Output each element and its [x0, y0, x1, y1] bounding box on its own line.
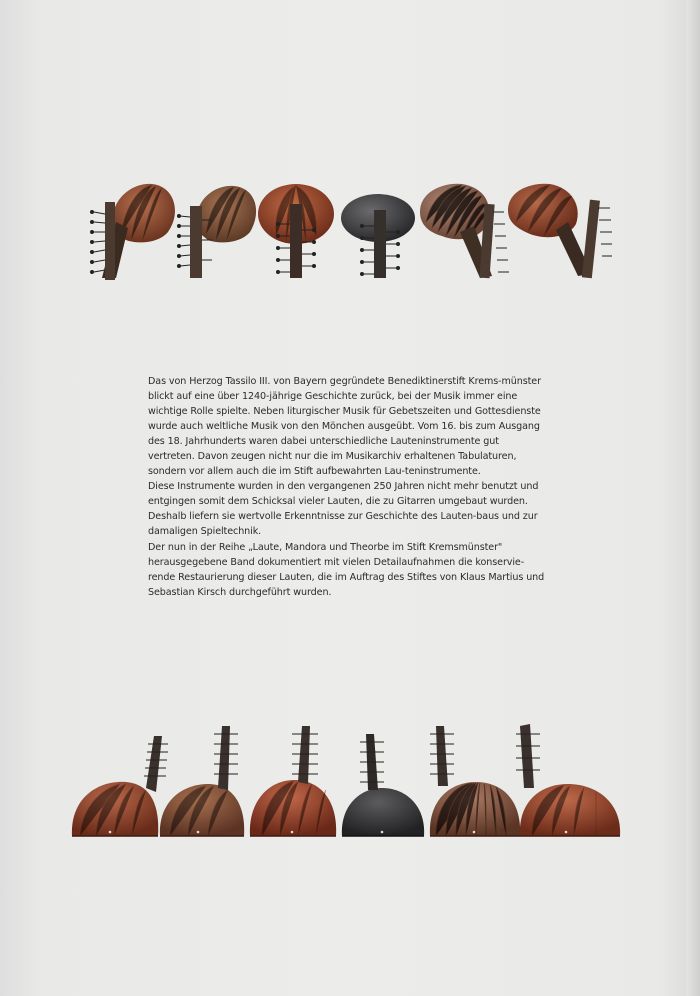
lute-photo-row-top [0, 178, 700, 283]
blurb-text [148, 374, 546, 600]
lute-image [248, 724, 342, 842]
lute-photo-row-bottom [0, 720, 700, 850]
lute-image [416, 182, 512, 280]
lute-image [86, 182, 178, 280]
paragraph: Diese Instrumente wurden in den vergangenen 250 Jahren nicht mehr benutzt und entgingen somit dem Schicksal vieler Lauten, die zu Gitarren umgebaut wurden. Deshalb liefern sie wertvolle Erkenntnisse zur Geschichte des Lauten-baus und zur damaligen Spieltechnik. [148, 481, 539, 538]
lute-image [176, 184, 260, 280]
lute-image [516, 722, 624, 842]
lute-image [428, 724, 524, 842]
lute-image [340, 732, 430, 842]
lute-image [256, 184, 338, 280]
lute-image [340, 194, 420, 280]
paragraph: Der nun in der Reihe „Laute, Mandora und Theorbe im Stift Kremsmünster" herausgegebene Band dokumentiert mit vielen Detailaufnahmen die konservie-rende Restaurierung dieser Lauten, die im Auftrag des Stiftes von Klaus Martius und Sebastian Kirsch durchgeführt wurden. [148, 541, 545, 598]
paragraph: Das von Herzog Tassilo III. von Bayern gegründete Benediktinerstift Krems-münster blickt auf eine über 1240-jährige Geschichte zurück, bei der Musik immer eine wichtige Rolle spielte. Neben liturgischer Musik für Gebetszeiten und Gottesdienste wurde auch weltliche Musik von den Mönchen ausgeübt. Vom 16. bis zum Ausgang des 18. Jahrhunderts waren dabei unterschiedliche Lauteninstrumente gut vertreten. Davon zeugen nicht nur die im Musikarchiv erhaltenen Tabulaturen, sondern vor allem auch die im Stift aufbewahrten Lau-teninstrumente. [148, 376, 541, 478]
lute-image [506, 182, 614, 280]
lute-image [158, 724, 254, 842]
